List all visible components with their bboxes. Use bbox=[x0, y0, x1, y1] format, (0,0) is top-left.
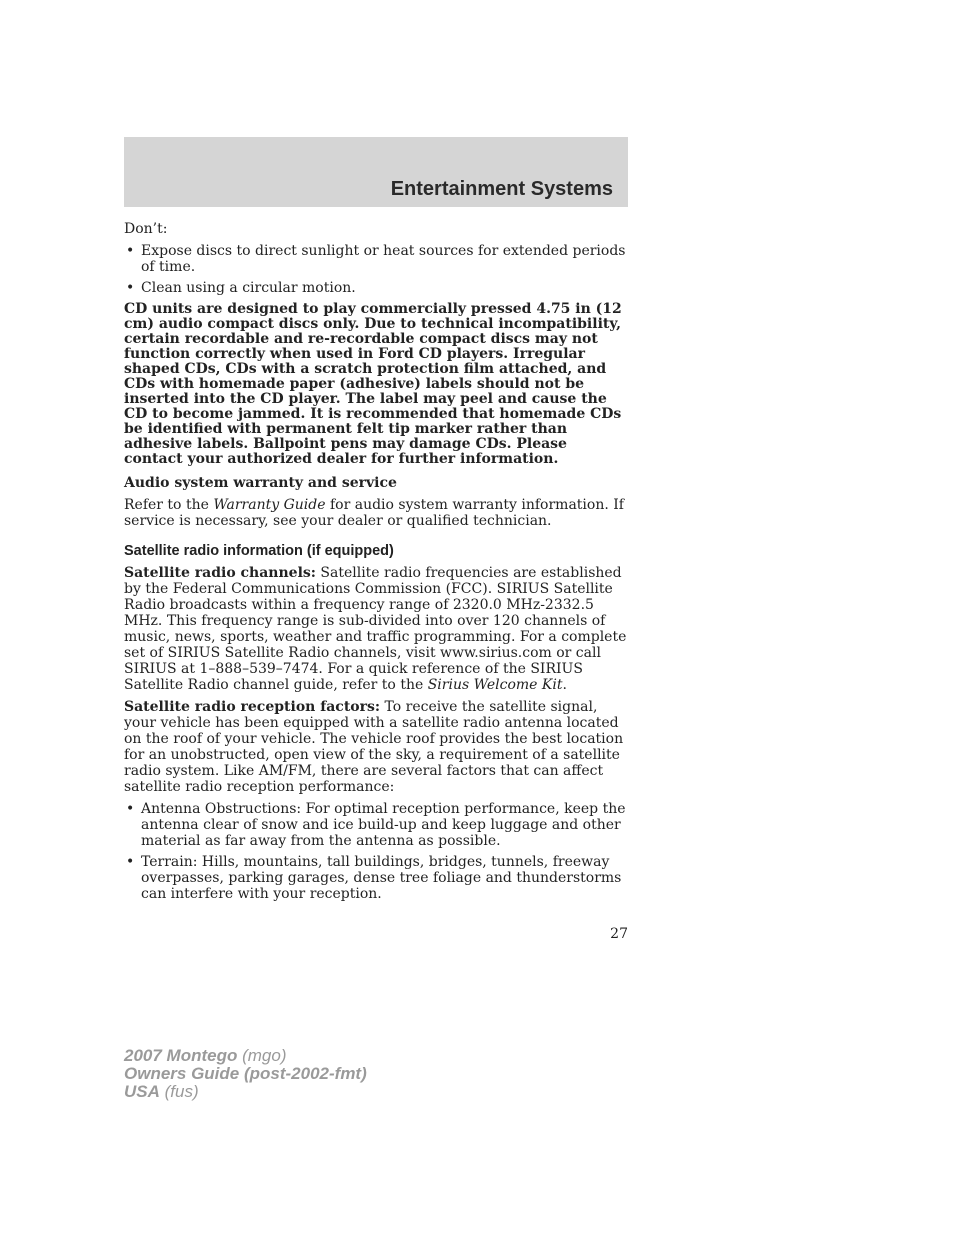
footer-market-code: (fus) bbox=[159, 1082, 199, 1101]
footer-line-3 bbox=[124, 1083, 367, 1101]
warranty-text: Refer to the bbox=[124, 497, 214, 513]
page-content bbox=[124, 221, 629, 908]
list-item: • Clean using a circular motion. bbox=[124, 280, 629, 296]
dont-label: Don’t: bbox=[124, 221, 168, 237]
footer-market: USA bbox=[124, 1082, 160, 1101]
document-footer bbox=[124, 1047, 367, 1101]
reception-text: To receive the satellite signal, your vehicle has been equipped with a satellite radio antenna located on the roof of your vehicle. The vehicle roof provides the best location for an unobstructed, open view of the sky, a requirement of a satellite radio system. Like AM/FM, there are several factors that can affect satellite radio reception performance: bbox=[124, 699, 624, 795]
list-item: • Antenna Obstructions: For optimal reception performance, keep the antenna clear of snow and ice build-up and keep luggage and other material as far away from the antenna as possible. bbox=[124, 801, 629, 849]
list-item: • Expose discs to direct sunlight or heat sources for extended periods of time. bbox=[124, 243, 629, 275]
section-header-band bbox=[124, 137, 628, 207]
section-title: Entertainment Systems bbox=[390, 178, 613, 200]
channels-lead: Satellite radio channels: bbox=[124, 565, 316, 581]
warranty-guide-title: Warranty Guide bbox=[213, 497, 326, 513]
cd-notice: CD units are designed to play commercially pressed 4.75 in (12 cm) audio compact discs only. Due to technical incompatibility, certain recordable and re-recordable compact discs may not function correctly when used in Ford CD players. Irregular shaped CDs, CDs with a scratch protection film attached, and CDs with homemade paper (adhesive) labels should not be inserted into the CD player. The label may peel and cause the CD to become jammed. It is recommended that homemade CDs be identified with permanent felt tip marker rather than adhesive labels. Ballpoint pens may damage CDs. Please contact your authorized dealer for further information. bbox=[124, 301, 622, 467]
footer-model: 2007 Montego bbox=[124, 1046, 238, 1065]
channels-text: Satellite radio frequencies are established by the Federal Communications Commission (FCC). SIRIUS Satellite Radio broadcasts within a frequency range of 2320.0 MHz-2332.5 MHz. This frequency range is sub-divided into over 120 channels of music, news, sports, weather and traffic programming. For a complete set of SIRIUS Satellite Radio channels, visit www.sirius.com or call SIRIUS at 1–888–539–7474. For a quick reference of the SIRIUS Satellite Radio channel guide, refer to the bbox=[124, 565, 627, 693]
warranty-paragraph bbox=[124, 497, 629, 529]
footer-line-1 bbox=[124, 1047, 367, 1065]
page-number: 27 bbox=[610, 926, 628, 942]
reception-list bbox=[124, 801, 629, 902]
welcome-kit-title: Sirius Welcome Kit bbox=[427, 677, 563, 693]
channels-paragraph bbox=[124, 565, 629, 693]
reception-paragraph bbox=[124, 699, 629, 795]
list-item: • Terrain: Hills, mountains, tall buildings, bridges, tunnels, freeway overpasses, parking garages, dense tree foliage and thunderstorms can interfere with your reception. bbox=[124, 854, 629, 902]
footer-model-code: (mgo) bbox=[237, 1046, 287, 1065]
warranty-text: for audio system warranty information. If service is necessary, see your dealer or qualified technician. bbox=[124, 497, 624, 529]
satellite-heading: Satellite radio information (if equipped) bbox=[124, 543, 394, 559]
channels-end: . bbox=[562, 677, 567, 693]
reception-lead: Satellite radio reception factors: bbox=[124, 699, 381, 715]
dont-list bbox=[124, 243, 629, 296]
footer-line-2: Owners Guide (post-2002-fmt) bbox=[124, 1064, 367, 1083]
warranty-heading: Audio system warranty and service bbox=[124, 475, 397, 491]
